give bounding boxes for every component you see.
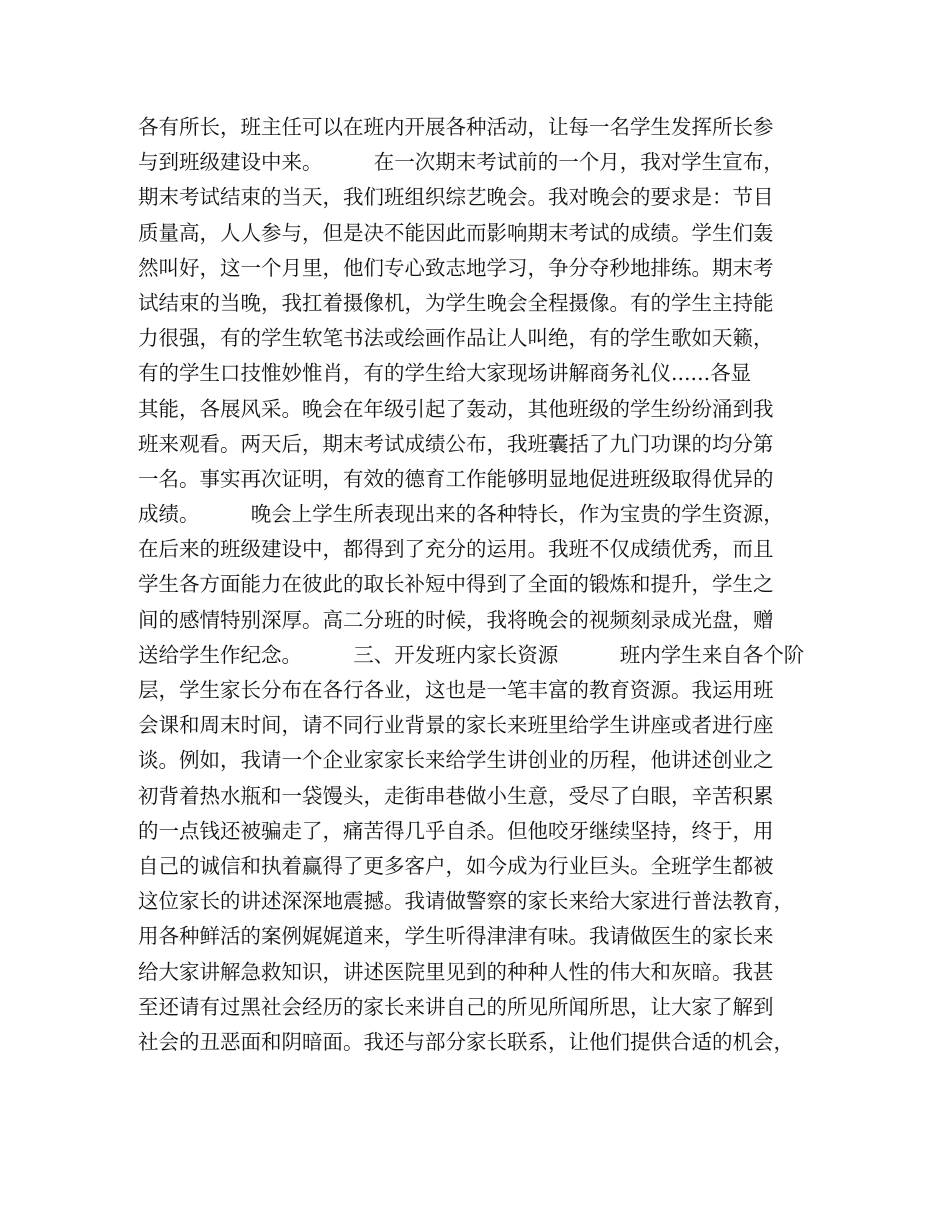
text-line: 有的学生口技惟妙惟肖，有的学生给大家现场讲解商务礼仪......各显	[138, 361, 752, 386]
text-line: 这位家长的讲述深深地震撼。我请做警察的家长来给大家进行普法教育，	[138, 889, 794, 914]
text-line: 社会的丑恶面和阴暗面。我还与部分家长联系，让他们提供合适的机会，	[138, 1029, 794, 1054]
text-line: 谈。例如，我请一个企业家家长来给学生讲创业的历程，他讲述创业之	[138, 748, 774, 773]
text-line: 学生各方面能力在彼此的取长补短中得到了全面的锻炼和提升，学生之	[138, 572, 774, 597]
text-line: 层，学生家长分布在各行各业，这也是一笔丰富的教育资源。我运用班	[138, 678, 774, 702]
text-line: 间的感情特别深厚。高二分班的时候，我将晚会的视频刻录成光盘，赠	[138, 607, 774, 632]
text-line: 的一点钱还被骗走了，痛苦得几乎自杀。但他咬牙继续坚持，终于，用	[138, 818, 774, 843]
text-line: 成绩。 晚会上学生所表现出来的各种特长，作为宝贵的学生资源，	[138, 502, 784, 527]
text-line: 然叫好，这一个月里，他们专心致志地学习，争分夺秒地排练。期末考	[138, 255, 774, 280]
text-line: 送给学生作纪念。 三、开发班内家长资源 班内学生来自各个阶	[138, 642, 805, 667]
text-line: 自己的诚信和执着赢得了更多客户，如今成为行业巨头。全班学生都被	[138, 853, 774, 878]
text-line: 初背着热水瓶和一袋馒头，走街串巷做小生意，受尽了白眼，辛苦积累	[138, 783, 774, 808]
text-line: 各有所长，班主任可以在班内开展各种活动，让每一名学生发挥所长参	[138, 115, 774, 139]
text-line: 会课和周末时间，请不同行业背景的家长来班里给学生讲座或者进行座	[138, 713, 774, 738]
text-line: 力很强，有的学生软笔书法或绘画作品让人叫绝，有的学生歌如天籁，	[138, 326, 774, 351]
text-line: 与到班级建设中来。 在一次期末考试前的一个月，我对学生宣布，	[138, 150, 784, 175]
text-line: 质量高，人人参与，但是决不能因此而影响期末考试的成绩。学生们轰	[138, 220, 774, 245]
body-text	[138, 110, 828, 1060]
text-line: 至还请有过黑社会经历的家长来讲自己的所见所闻所思，让大家了解到	[138, 994, 774, 1019]
text-line: 给大家讲解急救知识，讲述医院里见到的种种人性的伟大和灰暗。我甚	[138, 959, 774, 984]
text-line: 一名。事实再次证明，有效的德育工作能够明显地促进班级取得优异的	[138, 466, 774, 491]
text-line: 在后来的班级建设中，都得到了充分的运用。我班不仅成绩优秀，而且	[138, 537, 774, 562]
text-line: 其能，各展风采。晚会在年级引起了轰动，其他班级的学生纷纷涌到我	[138, 396, 774, 421]
text-line: 用各种鲜活的案例娓娓道来，学生听得津津有味。我请做医生的家长来	[138, 924, 774, 949]
text-line: 期末考试结束的当天，我们班组织综艺晚会。我对晚会的要求是：节目	[138, 185, 774, 210]
text-line: 试结束的当晚，我扛着摄像机，为学生晚会全程摄像。有的学生主持能	[138, 290, 774, 315]
text-line: 班来观看。两天后，期末考试成绩公布，我班囊括了九门功课的均分第	[138, 431, 774, 456]
